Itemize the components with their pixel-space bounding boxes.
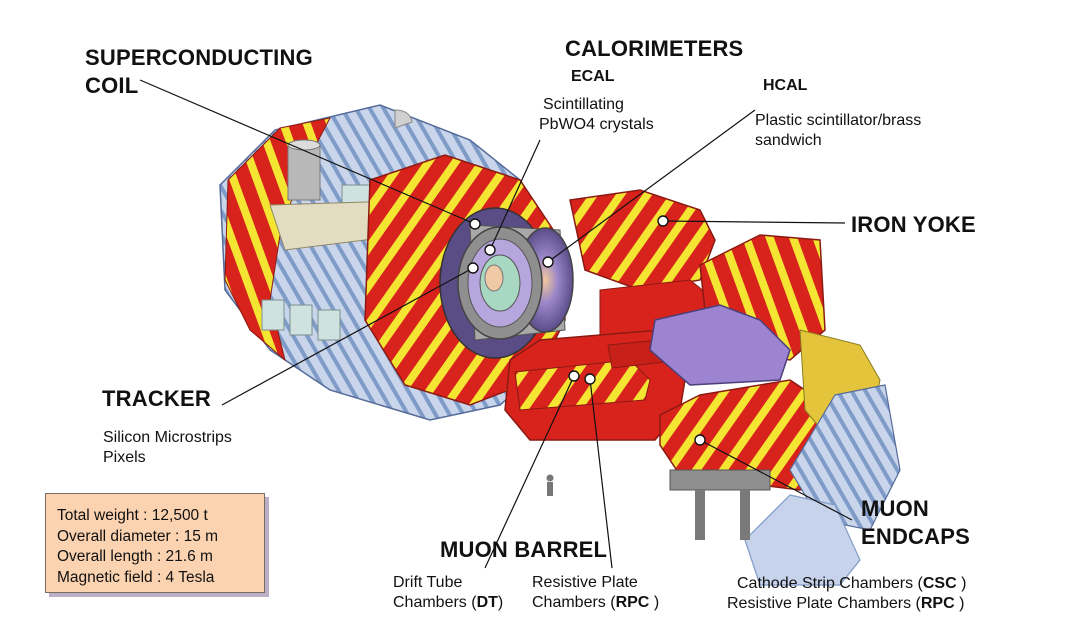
muon-endcaps-line1: MUON [861, 496, 930, 521]
iron-yoke-label: IRON YOKE [851, 212, 976, 237]
muon-endcaps-title [861, 495, 970, 551]
dt-line2: Chambers ( [393, 594, 477, 611]
hcal-line2: sandwich [755, 132, 822, 149]
tracker-description [103, 428, 232, 468]
dt-close-paren: ) [497, 594, 504, 611]
hcal-title: HCAL [763, 77, 808, 94]
barrel-rpc-line2: Chambers ( [532, 594, 616, 611]
callout-dot-endcaps [695, 435, 705, 445]
barrel-rpc-abbreviation: RPC [615, 594, 650, 611]
superconducting-coil-line1: SUPERCONDUCTING [85, 45, 313, 70]
ecal-line2: PbWO4 crystals [539, 116, 654, 133]
detector-specs-box [45, 493, 265, 593]
muon-endcaps-line2: ENDCAPS [861, 524, 970, 549]
barrel-rpc-description [532, 573, 659, 613]
callout-dot-rpc [585, 374, 595, 384]
csc-abbreviation: CSC [922, 575, 957, 592]
callout-dot-hcal [543, 257, 553, 267]
tracker-line2: Pixels [103, 449, 146, 466]
endcap-rpc-text: Resistive Plate Chambers ( [727, 595, 921, 612]
spec-overall-diameter: Overall diameter : 15 m [57, 527, 219, 545]
callout-dot-coil [470, 219, 480, 229]
csc-text: Cathode Strip Chambers ( [737, 575, 923, 592]
hcal-description [755, 111, 921, 151]
dt-line1: Drift Tube [393, 574, 463, 591]
spec-overall-length: Overall length : 21.6 m [57, 548, 213, 565]
barrel-rpc-close-paren: ) [653, 594, 660, 611]
spec-total-weight: Total weight : 12,500 t [57, 507, 208, 524]
calorimeters-label: CALORIMETERS [565, 36, 744, 61]
dt-abbreviation: DT [476, 594, 498, 611]
tracker-line1: Silicon Microstrips [103, 429, 232, 446]
barrel-rpc-line1: Resistive Plate [532, 574, 638, 591]
csc-close-paren: ) [961, 575, 967, 592]
inner-barrel-cylinder [458, 225, 573, 340]
superconducting-coil-label [85, 44, 313, 100]
drift-tube-description [393, 573, 503, 613]
endcap-rpc-abbreviation: RPC [920, 595, 955, 612]
hcal-line1: Plastic scintillator/brass [755, 112, 922, 129]
callout-dot-tracker [468, 263, 478, 273]
person-scale-figure [547, 475, 554, 497]
ecal-title: ECAL [571, 68, 615, 85]
ecal-line1: Scintillating [543, 96, 624, 113]
superconducting-coil-line2: COIL [85, 73, 139, 98]
spec-magnetic-field: Magnetic field : 4 Tesla [57, 568, 215, 586]
callout-dot-dt [569, 371, 579, 381]
endcap-rpc-description [727, 594, 964, 614]
tracker-title: TRACKER [102, 386, 211, 411]
muon-barrel-title: MUON BARREL [440, 537, 608, 562]
callout-dot-ecal [485, 245, 495, 255]
ecal-description [539, 95, 654, 135]
endcap-rpc-close-paren: ) [959, 595, 965, 612]
callout-dot-iron-yoke [658, 216, 668, 226]
csc-description [737, 574, 966, 594]
